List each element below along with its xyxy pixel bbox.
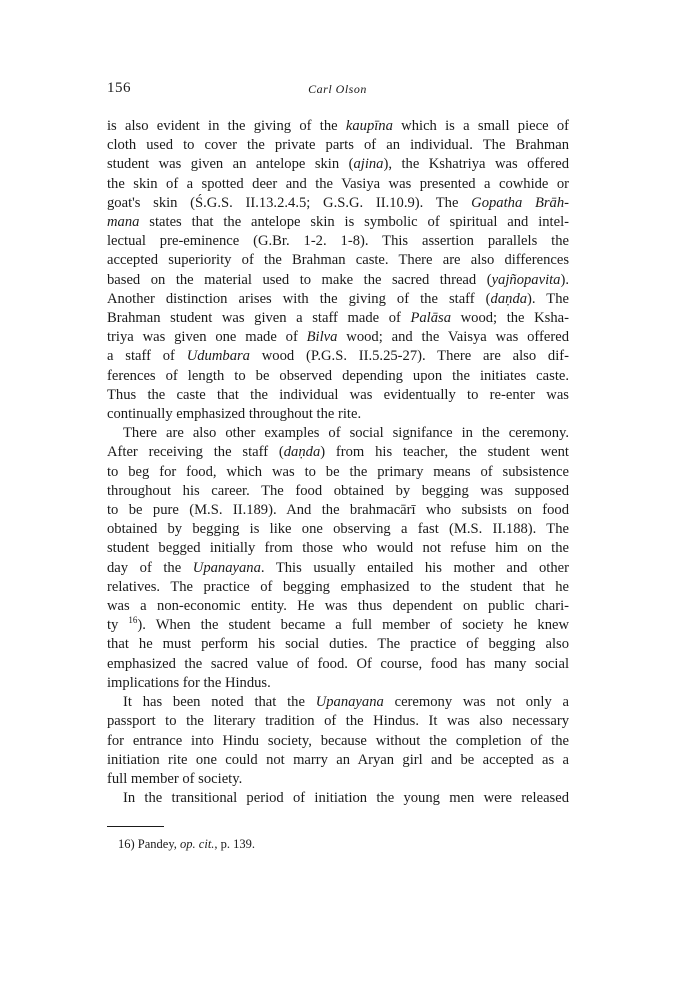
text-run: day of the xyxy=(107,559,193,576)
text-line xyxy=(107,424,569,443)
text-run: ceremony was not only a xyxy=(383,694,569,711)
text-run: ). When the student became a full member of society he knew xyxy=(137,617,569,634)
italic-term: ajina xyxy=(353,156,384,173)
text-line xyxy=(107,271,569,290)
text-line xyxy=(107,751,569,770)
italic-term: Bilva xyxy=(306,329,338,346)
text-run: full member of society. xyxy=(107,770,243,787)
text-run: Another distinction arises with the giving of the staff ( xyxy=(107,290,491,307)
italic-term: kaupīna xyxy=(345,118,393,134)
text-line xyxy=(107,674,569,693)
text-run: . This usually entailed his mother and other xyxy=(260,559,569,576)
text-line xyxy=(107,194,569,213)
text-line xyxy=(107,578,569,597)
text-run: ), the Kshatriya was offered xyxy=(383,156,569,173)
italic-term: Upanayana xyxy=(192,559,261,576)
text-line xyxy=(107,635,569,654)
text-line xyxy=(107,539,569,558)
italic-term: Palāsa xyxy=(410,310,452,327)
text-run: that he must perform his social duties. The practice of begging also xyxy=(107,636,569,653)
text-line xyxy=(107,290,569,309)
text-run: passport to the literary tradition of the Hindus. It was also necessary xyxy=(107,713,569,730)
text-run: goat's skin (Ś.G.S. II.13.2.4.5; G.S.G. II.10.9). The xyxy=(107,194,472,211)
text-run: wood (P.G.S. II.5.25-27). There are also dif- xyxy=(249,348,569,365)
text-run: lectual pre-eminence (G.Br. 1-2. 1-8). This assertion parallels the xyxy=(107,233,569,250)
text-run: ). The xyxy=(527,290,569,307)
footnote-marker: 16) xyxy=(118,837,135,851)
text-run: ferences of length to be observed depending upon the initiates caste. xyxy=(107,367,569,384)
text-line xyxy=(107,732,569,751)
text-run: to beg for food, which was to be the primary means of subsistence xyxy=(107,463,569,480)
text-line xyxy=(107,501,569,520)
text-line xyxy=(107,117,569,136)
text-run: There are also other examples of social signifance in the ceremony. xyxy=(123,425,569,442)
text-run: wood; and the Vaisya was offered xyxy=(337,329,569,346)
text-run: emphasized the sacred value of food. Of course, food has many social xyxy=(107,655,569,672)
text-run: ). xyxy=(560,271,569,288)
text-line xyxy=(107,232,569,251)
running-head: Carl Olson xyxy=(308,82,367,96)
text-run: relatives. The practice of begging emphasized to the student that he xyxy=(107,578,569,595)
text-run: was a non-economic entity. He was thus dependent on public chari- xyxy=(107,598,569,615)
text-line xyxy=(107,789,569,808)
footnote xyxy=(118,836,255,852)
text-run: which is a small piece of xyxy=(392,118,569,134)
text-line xyxy=(107,616,569,635)
text-run: student begged initially from those who would not refuse him on the xyxy=(107,540,569,557)
footnote-op-cit: op. cit. xyxy=(180,837,215,851)
text-line xyxy=(107,328,569,347)
text-line xyxy=(107,251,569,270)
italic-term: daṇda xyxy=(490,290,528,307)
text-line xyxy=(107,213,569,232)
text-run: It has been noted that the xyxy=(123,694,316,711)
text-run: ) from his teacher, the student went xyxy=(320,444,569,461)
text-run: ty xyxy=(107,617,129,634)
text-run: wood; the Ksha- xyxy=(451,310,569,327)
text-line xyxy=(107,597,569,616)
text-line xyxy=(107,405,569,424)
text-line xyxy=(107,770,569,789)
text-run: obtained by begging is like one observing a fast (M.S. II.188). The xyxy=(107,521,569,538)
italic-term: yajñopavita xyxy=(491,271,561,288)
body-text xyxy=(107,117,569,808)
text-line xyxy=(107,693,569,712)
footnote-reference: 16 xyxy=(128,616,138,626)
italic-term: daṇda xyxy=(283,444,321,461)
text-run: student was given an antelope skin ( xyxy=(107,156,354,173)
text-line xyxy=(107,347,569,366)
text-run: After receiving the staff ( xyxy=(107,444,284,461)
italic-term: mana xyxy=(107,214,140,231)
text-run: Brahman student was given a staff made of xyxy=(107,310,411,327)
text-line xyxy=(107,655,569,674)
italic-term: Gopatha Brāh- xyxy=(471,194,569,211)
text-line xyxy=(107,520,569,539)
text-line xyxy=(107,155,569,174)
text-run: continually emphasized throughout the rite. xyxy=(107,406,362,423)
text-run: Thus the caste that the individual was evidentually to re-enter was xyxy=(107,386,569,403)
page-number: 156 xyxy=(107,80,131,96)
text-run: a staff of xyxy=(107,348,187,365)
text-line xyxy=(107,136,569,155)
text-run: to be pure (M.S. II.189). And the brahmacārī who subsists on food xyxy=(107,502,569,519)
text-line xyxy=(107,443,569,462)
text-run: based on the material used to make the sacred thread ( xyxy=(107,271,492,288)
text-line xyxy=(107,309,569,328)
italic-term: Upanayana xyxy=(315,694,384,711)
text-run: In the transitional period of initiation the young men were released xyxy=(123,790,569,807)
footnote-author: Pandey, xyxy=(137,837,181,851)
text-line xyxy=(107,712,569,731)
footnote-page-ref: , p. 139. xyxy=(214,837,256,851)
footnote-rule xyxy=(107,826,164,827)
text-line xyxy=(107,482,569,501)
text-line xyxy=(107,367,569,386)
text-run: the skin of a spotted deer and the Vasiya was presented a cowhide or xyxy=(107,175,569,192)
text-line xyxy=(107,175,569,194)
text-run: cloth used to cover the private parts of an individual. The Brahman xyxy=(107,137,569,154)
text-run: for entrance into Hindu society, because without the completion of the xyxy=(107,732,569,749)
text-run: states that the antelope skin is symbolic of spiritual and intel- xyxy=(139,214,569,231)
text-run: throughout his career. The food obtained by begging was supposed xyxy=(107,482,569,499)
text-line xyxy=(107,559,569,578)
text-line xyxy=(107,463,569,482)
text-run: accepted superiority of the Brahman caste. There are also differences xyxy=(107,252,569,269)
text-run: is also evident in the giving of the xyxy=(107,118,346,134)
italic-term: Udumbara xyxy=(186,348,250,365)
text-line xyxy=(107,386,569,405)
text-run: triya was given one made of xyxy=(107,329,307,346)
text-run: initiation rite one could not marry an Aryan girl and be accepted as a xyxy=(107,751,569,768)
text-run: implications for the Hindus. xyxy=(107,674,271,691)
